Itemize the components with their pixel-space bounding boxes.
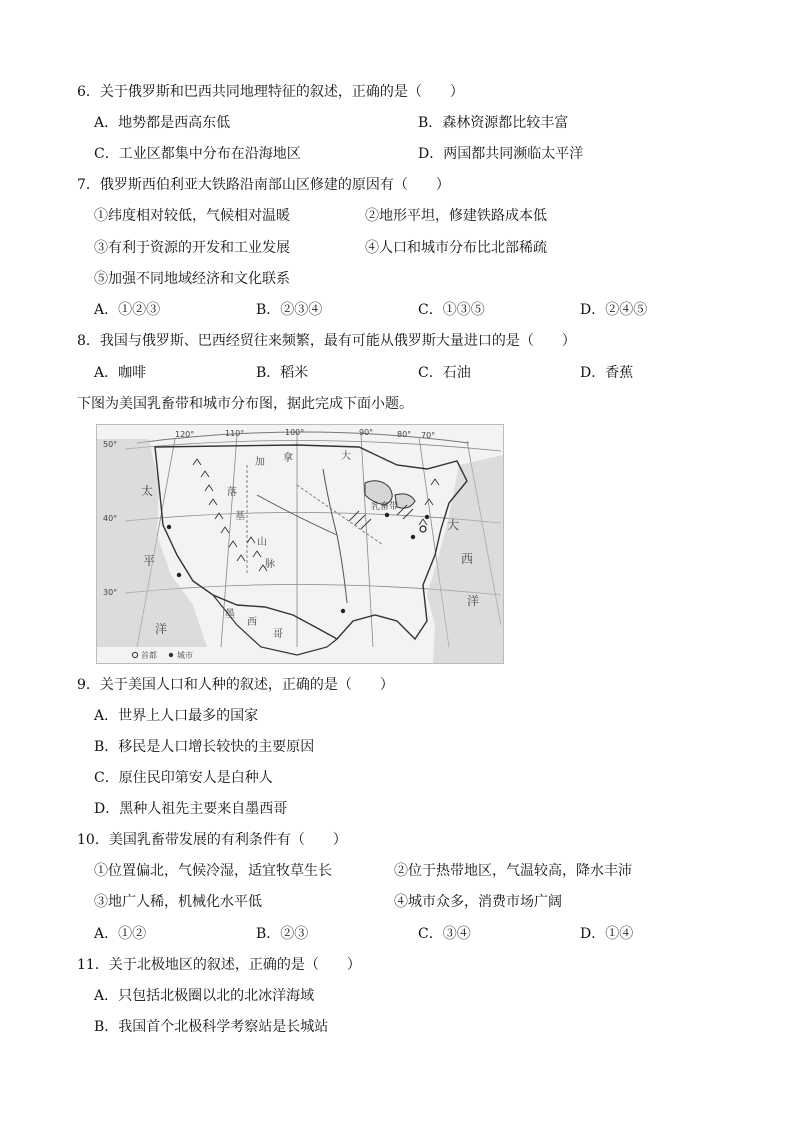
lat-label: 40°	[103, 514, 118, 523]
usa-outline	[155, 445, 467, 639]
mexico-label: 墨	[225, 609, 235, 620]
lon-label: 70°	[421, 431, 436, 440]
q6-option-b: B．森林资源都比较丰富	[418, 115, 569, 131]
capital-legend-label: 首都	[141, 651, 157, 660]
q7-statement-3: ③有利于资源的开发和工业发展	[94, 240, 290, 256]
q9-option-a: A．世界上人口最多的国家	[94, 708, 259, 724]
canada-label: 加	[255, 457, 265, 468]
q10-statement-1: ①位置偏北，气候冷湿，适宜牧草生长	[94, 863, 332, 879]
q10-option-a: A．①②	[94, 926, 147, 942]
q11-stem: 11．关于北极地区的叙述，正确的是（ ）	[77, 957, 361, 973]
q7-option-c: C．①③⑤	[418, 302, 485, 318]
q8-stem: 8．我国与俄罗斯、巴西经贸往来频繁，最有可能从俄罗斯大量进口的是（ ）	[77, 333, 576, 349]
lon-label: 90°	[359, 428, 374, 437]
q11-option-a: A．只包括北极圈以北的北冰洋海域	[94, 988, 315, 1004]
atlantic-label: 西	[461, 552, 474, 566]
q8-option-a: A．咖啡	[94, 365, 147, 381]
q7-option-b: B．②③④	[256, 302, 323, 318]
canada-label: 大	[341, 451, 351, 462]
usa-dairy-belt-map	[96, 424, 504, 664]
q8-option-d: D．香蕉	[580, 365, 634, 381]
q9-stem: 9．关于美国人口和人种的叙述，正确的是（ ）	[77, 677, 394, 693]
mexico-label: 西	[247, 617, 257, 628]
lon-label: 100°	[285, 428, 305, 437]
dairy-belt-label: 乳畜带	[371, 502, 399, 512]
rocky-label: 落	[227, 487, 237, 498]
lat-label: 30°	[103, 588, 118, 597]
q6-option-c: C．工业区都集中分布在沿海地区	[94, 146, 301, 162]
mexico-label: 哥	[273, 629, 283, 640]
capital-legend-icon	[132, 652, 137, 657]
q10-statement-4: ④城市众多，消费市场广阔	[394, 894, 562, 910]
canada-label: 拿	[283, 453, 293, 464]
city-legend-label: 城市	[177, 651, 193, 660]
q11-option-b: B．我国首个北极科学考察站是长城站	[94, 1019, 329, 1035]
q6-option-d: D．两国都共同濒临太平洋	[418, 146, 584, 162]
capital-marker	[420, 526, 426, 532]
q10-option-d: D．①④	[580, 926, 634, 942]
q7-statement-1: ①纬度相对较低，气候相对温暖	[94, 208, 290, 224]
q8-option-c: C．石油	[418, 365, 471, 381]
q9-option-d: D．黑种人祖先主要来自墨西哥	[94, 801, 288, 817]
map-intro: 下图为美国乳畜带和城市分布图，据此完成下面小题。	[77, 396, 413, 412]
lon-label: 80°	[397, 430, 412, 439]
rocky-label: 基	[235, 511, 245, 522]
rocky-label: 山	[257, 537, 267, 548]
pacific-label: 太	[141, 484, 154, 498]
q7-statement-2: ②地形平坦，修建铁路成本低	[365, 208, 547, 224]
lat-label: 50°	[103, 440, 118, 449]
atlantic-label: 洋	[467, 594, 480, 608]
q10-statement-3: ③地广人稀，机械化水平低	[94, 894, 262, 910]
q7-option-d: D．②④⑤	[580, 302, 648, 318]
q10-statement-2: ②位于热带地区，气温较高，降水丰沛	[394, 863, 632, 879]
q7-option-a: A．①②③	[94, 302, 161, 318]
lon-label: 120°	[175, 430, 195, 439]
pacific-label: 平	[143, 554, 156, 568]
q7-statement-4: ④人口和城市分布比北部稀疏	[365, 240, 547, 256]
q8-option-b: B．稻米	[256, 365, 309, 381]
lon-label: 110°	[225, 429, 245, 438]
q9-option-c: C．原住民印第安人是白种人	[94, 770, 273, 786]
rocky-label: 脉	[265, 559, 275, 570]
atlantic-label: 大	[447, 518, 460, 532]
q7-stem: 7．俄罗斯西伯利亚大铁路沿南部山区修建的原因有（ ）	[77, 177, 450, 193]
q10-option-b: B．②③	[256, 926, 309, 942]
city-markers	[167, 513, 429, 613]
q6-stem: 6．关于俄罗斯和巴西共同地理特征的叙述，正确的是（ ）	[77, 84, 464, 100]
q10-option-c: C．③④	[418, 926, 471, 942]
q6-option-a: A．地势都是西高东低	[94, 115, 231, 131]
pacific-ocean-area	[97, 439, 207, 647]
q9-option-b: B．移民是人口增长较快的主要原因	[94, 739, 315, 755]
q10-stem: 10．美国乳畜带发展的有利条件有（ ）	[77, 832, 347, 848]
city-legend-icon	[169, 653, 173, 657]
q7-statement-5: ⑤加强不同地域经济和文化联系	[94, 271, 290, 287]
pacific-label: 洋	[155, 622, 168, 636]
mexico-outline	[213, 595, 337, 655]
